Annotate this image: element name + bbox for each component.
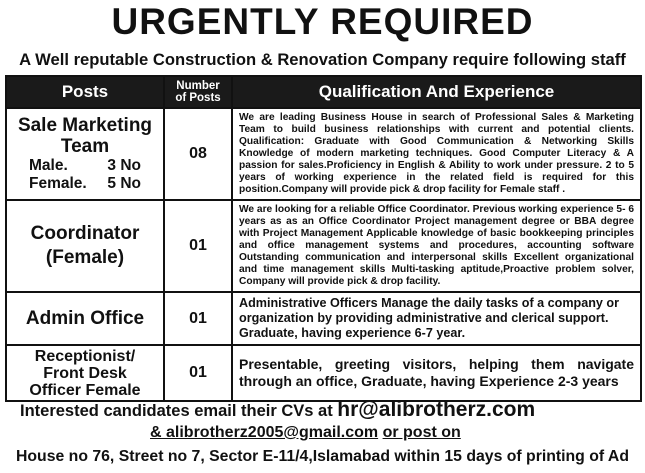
jobs-table <box>5 75 642 402</box>
post-description: Presentable, greeting visitors, helping them navigate through an office, Graduate, having Experience 2-3 years <box>232 345 641 401</box>
post-description: We are looking for a reliable Office Coordinator. Previous working experience 5- 6 years as as an Office Coordinator Project management degree or BBA degree with Project Management Applicable knowledge of basic bookkeeping principles and office management systems and procedures, accounting software Outstanding communication and interpersonal skills Excellent organizational and time management skills Multi-tasking aptitude,Proactive problem solver, Company will provide pick & drop facility. <box>232 200 641 292</box>
header-qualification: Qualification And Experience <box>232 76 641 108</box>
header-number-line1: Number <box>176 80 220 92</box>
post-title-line1: Admin Office <box>25 307 145 329</box>
post-title-line3: Officer Female <box>29 381 141 399</box>
post-cell <box>6 200 164 292</box>
post-cell <box>6 345 164 401</box>
post-count: 01 <box>164 345 232 401</box>
male-label: Male. <box>29 157 68 174</box>
primary-email[interactable]: hr@alibrotherz.com <box>337 398 536 421</box>
secondary-contact-line <box>150 424 461 442</box>
post-cell <box>6 292 164 345</box>
post-title-line1: Sale Marketing <box>17 115 153 136</box>
apply-line <box>20 398 535 422</box>
ad-subtitle: A Well reputable Construction & Renovation Company require following staff <box>19 50 626 69</box>
apply-text: Interested candidates email their CVs at <box>20 402 333 420</box>
table-row <box>6 345 641 401</box>
secondary-email[interactable]: & alibrotherz2005@gmail.com <box>150 424 379 441</box>
ad-title: URGENTLY REQUIRED <box>111 1 534 42</box>
post-title-line2: Front Desk <box>43 364 127 382</box>
post-description: Administrative Officers Manage the daily tasks of a company or organization by providing administrative and clerical support. Graduate, having experience 6-7 year. <box>232 292 641 345</box>
address-line: House no 76, Street no 7, Sector E-11/4,Islamabad within 15 days of printing of Ad <box>16 448 629 465</box>
post-title-line2: Team <box>60 136 110 157</box>
male-count-line <box>7 157 163 175</box>
female-count: 5 No <box>107 175 141 192</box>
table-header-row <box>6 76 641 108</box>
post-title-line2: (Female) <box>45 247 125 268</box>
header-number-line2: of Posts <box>175 92 221 104</box>
table-row <box>6 200 641 292</box>
header-posts: Posts <box>6 76 164 108</box>
post-count: 01 <box>164 292 232 345</box>
post-title-line1: Receptionist/ <box>34 347 136 365</box>
post-count: 01 <box>164 200 232 292</box>
post-title-line1: Coordinator <box>30 223 140 244</box>
post-description: We are leading Business House in search of Professional Sales & Marketing Team to build business relationships with current and potential clients. Qualification: Graduate with Good Communication & Networking Skills Knowledge of modern marketing techniques. Good Computer Literacy & A passion for sales.Proficiency in English & Ability to work under pressure. 2 to 5 years of working experience in the related field is required for this position.Company will provide pick & drop facility for Female staff . <box>232 108 641 200</box>
post-on-text: or post on <box>382 424 461 441</box>
male-count: 3 No <box>107 157 141 174</box>
table-row <box>6 108 641 200</box>
female-label: Female. <box>29 175 87 192</box>
female-count-line <box>7 175 163 193</box>
table-row <box>6 292 641 345</box>
header-number-of-posts <box>164 76 232 108</box>
post-cell <box>6 108 164 200</box>
post-count: 08 <box>164 108 232 200</box>
